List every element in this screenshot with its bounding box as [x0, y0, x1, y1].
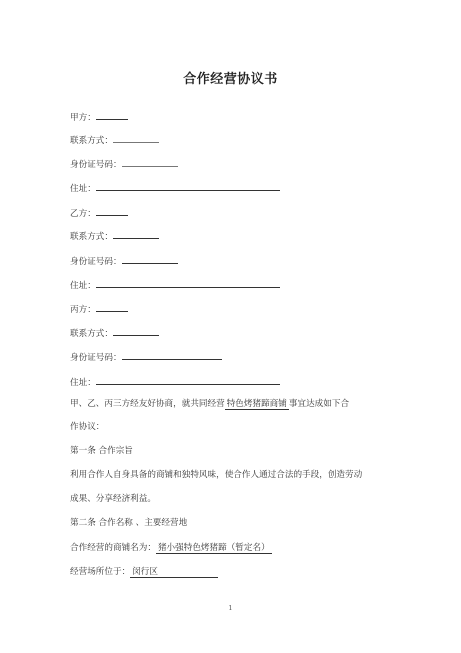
party-b-address-line — [70, 278, 280, 292]
party-b-contact-label: 联系方式： — [70, 232, 113, 242]
party-a-id-blank[interactable] — [122, 157, 178, 167]
article1-text-line2: 成果、分享经济利益。 — [70, 494, 156, 504]
location-value: 闵行区 — [132, 567, 158, 577]
party-a-name-line — [70, 110, 128, 124]
party-c-contact-line — [70, 326, 159, 340]
article1-line-1 — [70, 470, 362, 481]
business-name-value: 特色烤猪蹄商铺 — [226, 399, 287, 409]
party-c-address-label: 住址： — [70, 378, 96, 388]
shop-name-label: 合作经营的商铺名为： — [70, 543, 156, 553]
party-a-id-line — [70, 157, 178, 171]
article1-heading — [70, 446, 133, 457]
party-b-name-line — [70, 206, 128, 220]
party-a-name-blank[interactable] — [96, 110, 128, 120]
party-b-name-blank[interactable] — [96, 206, 128, 216]
party-b-id-label: 身份证号码： — [70, 257, 122, 267]
article1-text-line1: 利用合作人自身具备的商铺和独特风味，使合作人通过合法的手段，创造劳动 — [70, 470, 363, 480]
party-b-name-label: 乙方： — [70, 209, 96, 219]
article1-line-2 — [70, 494, 156, 505]
party-b-contact-blank[interactable] — [113, 229, 159, 239]
business-name-fill[interactable] — [225, 399, 289, 410]
party-c-id-blank[interactable] — [122, 350, 222, 360]
location-label: 经营场所位于： — [70, 567, 131, 577]
article2-heading-text: 第二条 合作名称 、主要经营地 — [70, 518, 188, 528]
party-c-id-label: 身份证号码： — [70, 353, 122, 363]
party-c-contact-label: 联系方式： — [70, 329, 113, 339]
party-c-name-blank[interactable] — [96, 302, 128, 312]
shop-name-fill[interactable] — [156, 543, 272, 554]
location-fill[interactable] — [130, 567, 218, 578]
party-c-id-line — [70, 350, 222, 364]
intro-text-line2: 作协议： — [70, 422, 105, 432]
party-a-id-label: 身份证号码： — [70, 160, 122, 170]
party-c-contact-blank[interactable] — [113, 326, 159, 336]
party-c-name-line — [70, 302, 128, 316]
intro-line-2 — [70, 422, 104, 433]
party-a-contact-label: 联系方式： — [70, 136, 113, 146]
page-number: 1 — [228, 604, 233, 612]
intro-text-after: 事宜达成如下合 — [288, 399, 350, 409]
party-a-contact-blank[interactable] — [113, 133, 159, 143]
shop-name-value: 猪小强特色烤猪蹄（暂定名） — [157, 543, 270, 553]
party-a-address-blank[interactable] — [96, 181, 280, 191]
party-b-id-line — [70, 254, 178, 268]
article1-heading-text: 第一条 合作宗旨 — [70, 446, 133, 456]
party-a-address-line — [70, 181, 280, 195]
party-a-contact-line — [70, 133, 159, 147]
party-c-address-line — [70, 375, 280, 389]
page-title: 合作经营协议书 — [183, 72, 278, 87]
party-b-id-blank[interactable] — [122, 254, 178, 264]
party-b-address-blank[interactable] — [96, 278, 280, 288]
article2-heading — [70, 518, 187, 529]
party-a-name-label: 甲方： — [70, 113, 96, 123]
article2-shop-line — [70, 543, 272, 554]
party-b-contact-line — [70, 229, 159, 243]
article2-location-line — [70, 567, 218, 578]
party-c-address-blank[interactable] — [96, 375, 280, 385]
party-c-name-label: 丙方： — [70, 305, 96, 315]
intro-text-before: 甲、乙、丙三方经友好协商，就共同经营 — [70, 399, 225, 409]
party-b-address-label: 住址： — [70, 281, 96, 291]
party-a-address-label: 住址： — [70, 184, 96, 194]
intro-line-1 — [70, 399, 349, 410]
